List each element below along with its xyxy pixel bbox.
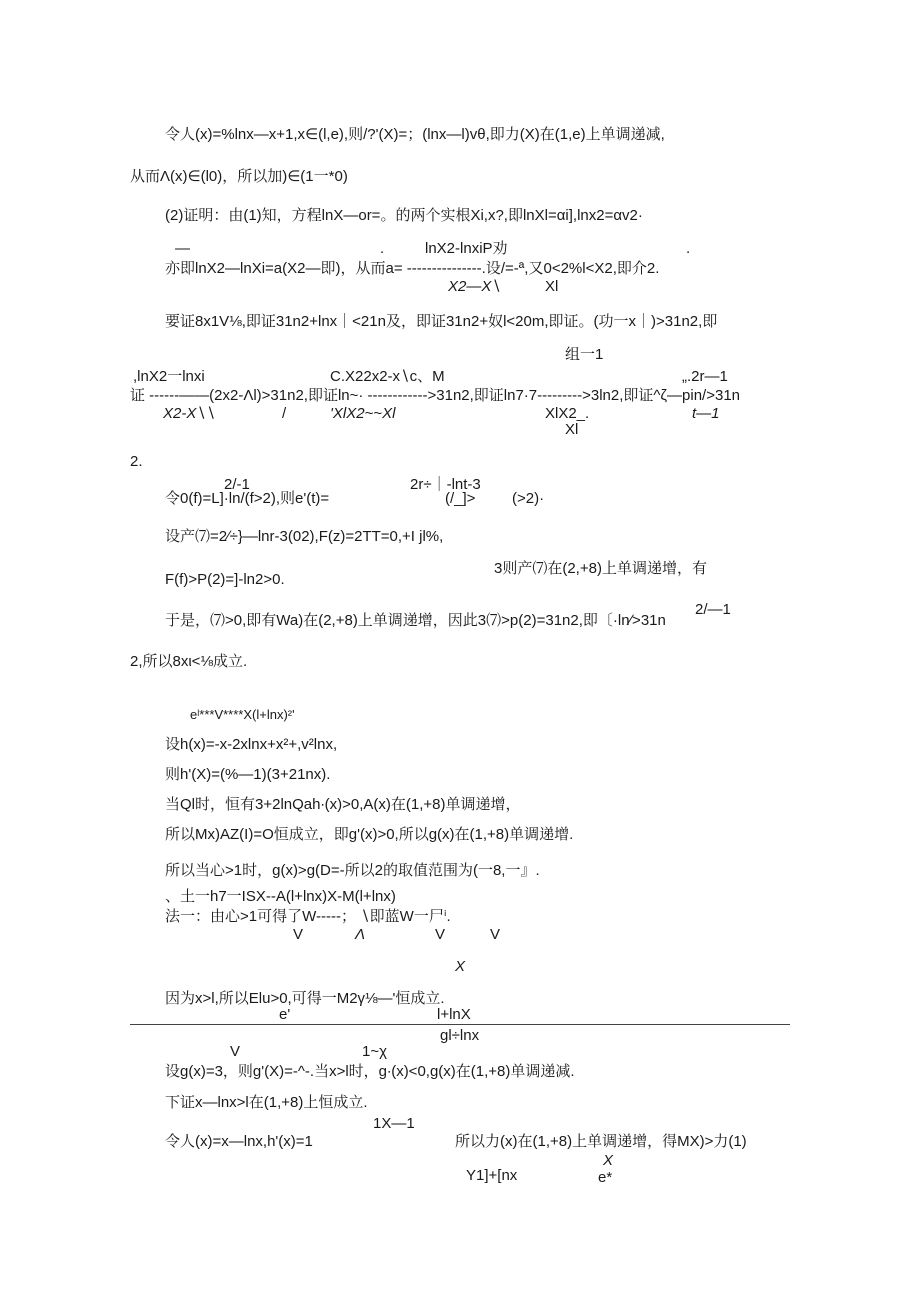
text-line: 设产⑺=2∕÷}—lnr-3(02),F(z)=2TT=0,+I jl%, [165, 528, 444, 545]
text-line: (2)证明：由(1)知，方程lnX—or=。的两个实根Xi,x?,即lnXl=αi],lnx2=αv2· [165, 207, 643, 224]
text-fragment: (>2)· [512, 490, 545, 507]
text-line: 要证8x1V⅛,即证31n2+lnx｜<21n及，即证31n2+奴l<20m,即证。(功一x｜)>31n2,即 [165, 313, 718, 330]
fraction-numerator: l+lnX [437, 1006, 471, 1023]
fraction-numerator: lnX2-lnxiP劝 [425, 240, 508, 257]
text-fragment: 3则产⑺在(2,+8)上单调递增，有 [494, 560, 707, 577]
fraction-denominator: e' [279, 1006, 291, 1023]
text-fragment: V [435, 926, 446, 943]
text-fragment: (/_]> [445, 490, 476, 507]
text-fragment: — [175, 240, 190, 257]
divider [130, 1024, 790, 1025]
text-line: 令人(x)=x—lnx,h'(x)=1 [165, 1133, 313, 1150]
fraction-numerator: „.2r—1 [682, 368, 728, 385]
text-fragment: Λ [355, 926, 366, 943]
fraction-numerator: 2r÷｜-lnt-3 [410, 476, 481, 493]
fraction-denominator: X2—X∖ [448, 278, 501, 295]
fraction-denominator: t—1 [692, 405, 720, 422]
fraction-denominator: / [282, 405, 287, 422]
text-line: 2,所以8xι<⅛成立. [130, 653, 248, 670]
fraction-numerator: X [603, 1152, 614, 1169]
text-fragment: . [686, 240, 691, 257]
text-line: 设g(x)=3，则g'(X)=-^-.当x>l时，g∙(x)<0,g(x)在(1,+8)单调递减. [165, 1063, 575, 1080]
fraction-numerator: 2/-1 [224, 476, 250, 493]
text-fragment: 2/—1 [695, 601, 731, 618]
text-fragment: V [490, 926, 501, 943]
text-line: 下证x—lnx>l在(1,+8)上恒成立. [165, 1094, 368, 1111]
text-line: 亦即lnX2—lnXi=a(X2—即)，从而a= ---------------.设/=-ª,又0<2%l<X2,即介2. [165, 260, 660, 277]
text-line: 所以当心>1时，g(x)>g(D=-所以2的取值范围为(一8,一』. [165, 862, 540, 879]
text-line: 证 ------——(2x2-Λl)>31n2,即证ln~· ------------>31n2,即证ln7·7--------->3ln2,即证^ζ—pin/>31n [130, 387, 741, 404]
fraction-numerator: C.X22x2-x∖c、M [330, 368, 445, 385]
text-line: 令0(f)=L]·ln/(f>2),则e'(t)= [165, 490, 330, 507]
text-fragment: 1~χ [362, 1043, 387, 1060]
text-fragment: V [230, 1043, 241, 1060]
text-line: 、土一h7一ISX--A(l+lnx)X-M(l+lnx) [165, 888, 396, 905]
fraction-denominator: X2-X∖∖ [163, 405, 216, 422]
text-line: 所以Mx)AZ(I)=O恒成立，即g'(x)>0,所以g(x)在(1,+8)单调递增. [165, 826, 574, 843]
text-fragment: 组一1 [565, 346, 604, 363]
text-line: 2. [130, 453, 143, 470]
text-line: 因为x>l,所以Elu>0,可得一M2γ⅛—'恒成立. [165, 990, 445, 1007]
fraction-denominator: Xl [565, 421, 579, 438]
text-line: 则h'(X)=(%—1)(3+21nx). [165, 766, 331, 783]
text-line: 当Ql时，恒有3+2lnQah∙(x)>0,A(x)在(1,+8)单调递增， [165, 796, 521, 813]
fraction-denominator: gl÷lnx [440, 1027, 480, 1044]
fraction-denominator: XlX2_. [545, 405, 590, 422]
text-fragment: Y1]+[nx [466, 1167, 518, 1184]
fraction-numerator: 1X—1 [373, 1115, 415, 1132]
text-line: 于是，⑺>0,即有Wa)在(2,+8)上单调递增，因此3⑺>p(2)=31n2,即〔·ln∕>31n [165, 612, 666, 629]
text-line: eˡ***V****X(l+lnx)²' [190, 707, 295, 722]
fraction-denominator: 'XlX2~~Xl [330, 405, 396, 422]
text-line: 从而Λ(x)∈(l0)，所以加)∈(1一*0) [130, 168, 348, 185]
text-line: F(f)>P(2)=]-ln2>0. [165, 571, 285, 588]
text-line: 所以力(x)在(1,+8)上单调递增，得MX)>力(1) [455, 1133, 747, 1150]
fraction-numerator: ,lnX2一lnxi [133, 368, 205, 385]
text-line: 令人(x)=%lnx—x+1,x∈(l,e),则/?'(X)=；(lnx—l)vθ,即力(X)在(1,e)上单调递减, [165, 126, 665, 143]
fraction-denominator: e* [598, 1169, 613, 1186]
text-fragment: V [293, 926, 304, 943]
fraction-denominator: Xl [545, 278, 559, 295]
text-line: 设h(x)=-x-2xlnx+x²+,v²lnx, [165, 736, 338, 753]
text-line: 法一：由心>1可得了W-----； ∖即蓝W一尸ⁱ. [165, 908, 451, 925]
text-fragment: X [455, 958, 466, 975]
text-fragment: . [380, 240, 385, 257]
